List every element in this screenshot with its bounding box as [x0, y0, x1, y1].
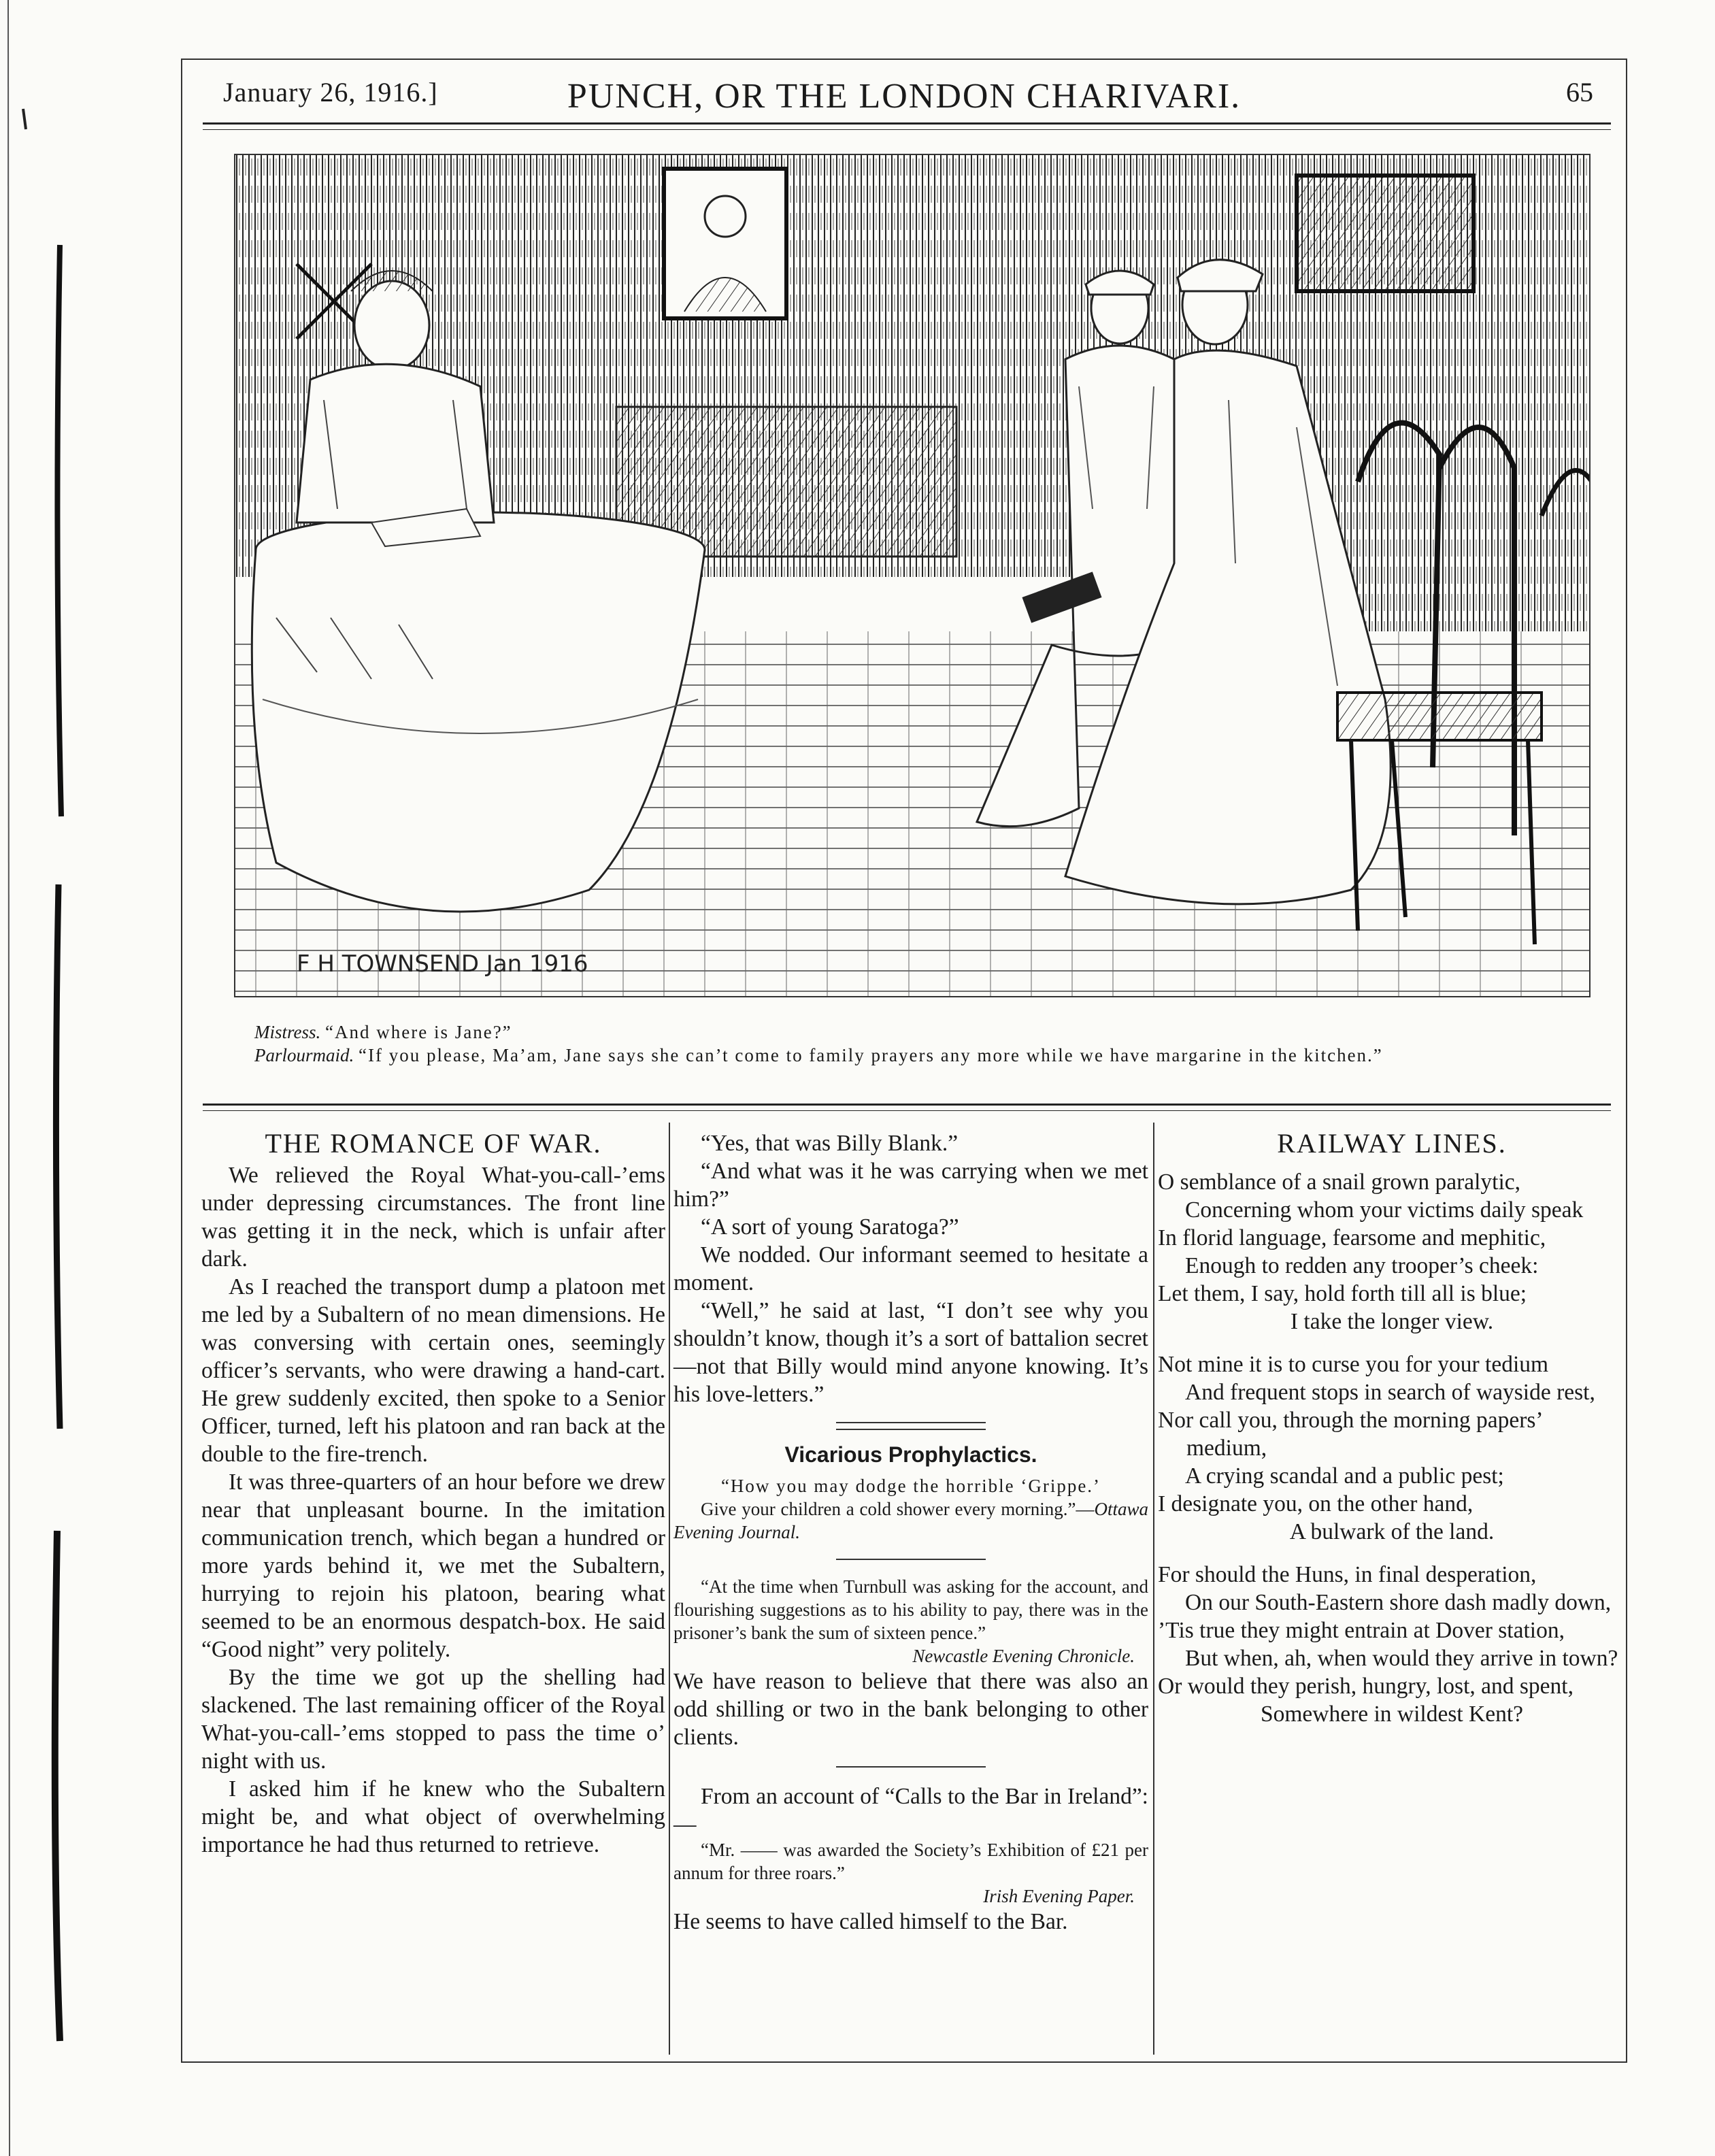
caption-speaker-parlourmaid: Parlourmaid.: [254, 1045, 354, 1065]
publication-title: PUNCH, OR THE LONDON CHARIVARI.: [567, 77, 1242, 116]
paragraph: As I reached the transport dump a platoon met me led by a Subaltern of no mean dimensions. He was conversing with certain ones, seemingly officer’s servants, who were drawing a hand-cart. He grew suddenly excited, then spoke to a Senior Officer, turned, left his platoon and ran back at the double to the fire-trench.: [201, 1274, 665, 1467]
paragraph: I asked him if he knew who the Subaltern might be, and what object of overwhelming importance he had thus returned to retrieve.: [201, 1776, 665, 1857]
cartoon-illustration: [234, 154, 1591, 997]
item-comment: He seems to have called himself to the Bar.: [673, 1909, 1068, 1934]
paragraph: We relieved the Royal What-you-call-’ems under depressing circumstances. The front line was getting it in the neck, which is unfair after dark.: [201, 1163, 665, 1272]
page-header: [181, 76, 1627, 117]
binding-edge: [0, 0, 75, 2156]
caption-speaker-mistress: Mistress.: [254, 1022, 321, 1042]
article-romance-of-war: [201, 1129, 665, 2007]
poem-line: O semblance of a snail grown paralytic,: [1158, 1170, 1521, 1195]
column-2: [673, 1129, 1148, 2007]
item-separator: [836, 1766, 986, 1768]
item-quote-body: Give your children a cold shower every morning.”—Ottawa Evening Journal.: [673, 1499, 1148, 1542]
item-source: Ottawa Evening Journal.: [673, 1499, 1148, 1542]
item-source: Newcastle Evening Chronicle.: [912, 1646, 1135, 1666]
paragraph: “Well,” he said at last, “I don’t see why you shouldn’t know, though it’s a sort of battalion secret—not that Billy would mind anyone knowing. It’s his love-letters.”: [673, 1298, 1148, 1407]
item-separator: [836, 1559, 986, 1560]
poem-line: In florid language, fearsome and mephitic,: [1158, 1225, 1546, 1250]
header-rule-thin: [203, 129, 1611, 130]
poem-line: Nor call you, through the morning papers’ medium,: [1158, 1408, 1542, 1461]
item-intro: From an account of “Calls to the Bar in Ireland”:—: [673, 1784, 1148, 1837]
cartoon-caption: [219, 1021, 1614, 1067]
section-separator: [836, 1422, 986, 1430]
artist-signature: F H TOWNSEND Jan 1916: [297, 950, 588, 978]
paragraph: “And what was it he was carrying when we met him?”: [673, 1159, 1148, 1212]
cartoon-rule-thin: [203, 1110, 1611, 1111]
poem-line: Or would they perish, hungry, lost, and spent,: [1158, 1674, 1574, 1699]
caption-parlourmaid-line: “If you please, Ma’am, Jane says she can’t come to family prayers any more while we have margarine in the kitchen.”: [359, 1045, 1383, 1065]
issue-date: January 26, 1916.]: [223, 77, 438, 107]
item-title: Vicarious Prophylactics.: [784, 1442, 1037, 1467]
paragraph: “Yes, that was Billy Blank.”: [701, 1131, 959, 1156]
poem-line: I designate you, on the other hand,: [1158, 1491, 1473, 1516]
poem-stanza: [1158, 1168, 1626, 1336]
poem-title: RAILWAY LINES.: [1277, 1128, 1507, 1159]
column-divider-1: [669, 1123, 670, 2055]
poem-stanza: [1158, 1561, 1626, 1728]
poem-line: ’Tis true they might entrain at Dover station,: [1158, 1618, 1565, 1643]
poem-line: Let them, I say, hold forth till all is blue;: [1158, 1281, 1527, 1306]
item-comment: We have reason to believe that there was also an odd shilling or two in the bank belonging to other clients.: [673, 1669, 1148, 1750]
poem-line: Enough to redden any trooper’s cheek:: [1185, 1253, 1539, 1278]
item-quote-head: “How you may dodge the horrible ‘Grippe.’: [720, 1476, 1101, 1496]
paragraph: We nodded. Our informant seemed to hesitate a moment.: [673, 1242, 1148, 1295]
paragraph: By the time we got up the shelling had slackened. The last remaining officer of the Royal What-you-call-’ems stopped to pass the time o’ night with us.: [201, 1665, 665, 1774]
poem-line: Concerning whom your victims daily speak: [1185, 1197, 1584, 1223]
poem-line: Somewhere in wildest Kent?: [1260, 1702, 1524, 1727]
page-number: 65: [1566, 77, 1593, 107]
poem-line: And frequent stops in search of wayside rest,: [1185, 1380, 1595, 1405]
poem-line: But when, ah, when would they arrive in town?: [1185, 1646, 1618, 1671]
poem-stanza: [1158, 1350, 1626, 1546]
column-divider-2: [1153, 1123, 1154, 2055]
item-quote: “Mr. —— was awarded the Society’s Exhibition of £21 per annum for three roars.”: [673, 1840, 1148, 1883]
caption-mistress-line: “And where is Jane?”: [325, 1022, 512, 1042]
poem-line: A crying scandal and a public pest;: [1185, 1463, 1504, 1489]
article-title: THE ROMANCE OF WAR.: [265, 1128, 602, 1159]
poem-line: Not mine it is to curse you for your tedium: [1158, 1352, 1549, 1377]
cartoon-drawing: [235, 155, 1591, 997]
item-source: Irish Evening Paper.: [983, 1886, 1135, 1906]
poem-line: For should the Huns, in final desperation,: [1158, 1562, 1537, 1587]
poem-line: A bulwark of the land.: [1289, 1519, 1495, 1544]
paragraph: “A sort of young Saratoga?”: [701, 1214, 959, 1240]
paragraph: It was three-quarters of an hour before we drew near that unpleasant bourne. In the imitation communication trench, which began a hundred or more yards behind it, we met the Subaltern, hurrying to rejoin his platoon, bearing what seemed to be an enormous despatch-box. He said “Good night” very politely.: [201, 1470, 665, 1662]
poem-railway-lines: [1158, 1129, 1626, 2007]
poem-line: On our South-Eastern shore dash madly down,: [1185, 1590, 1612, 1615]
item-quote: “At the time when Turnbull was asking for the account, and flourishing suggestions as to his ability to pay, there was in the prisoner’s bank the sum of sixteen pence.”: [673, 1576, 1148, 1643]
header-rule: [203, 122, 1611, 125]
cartoon-rule: [203, 1104, 1611, 1106]
poem-line: I take the longer view.: [1290, 1309, 1494, 1334]
